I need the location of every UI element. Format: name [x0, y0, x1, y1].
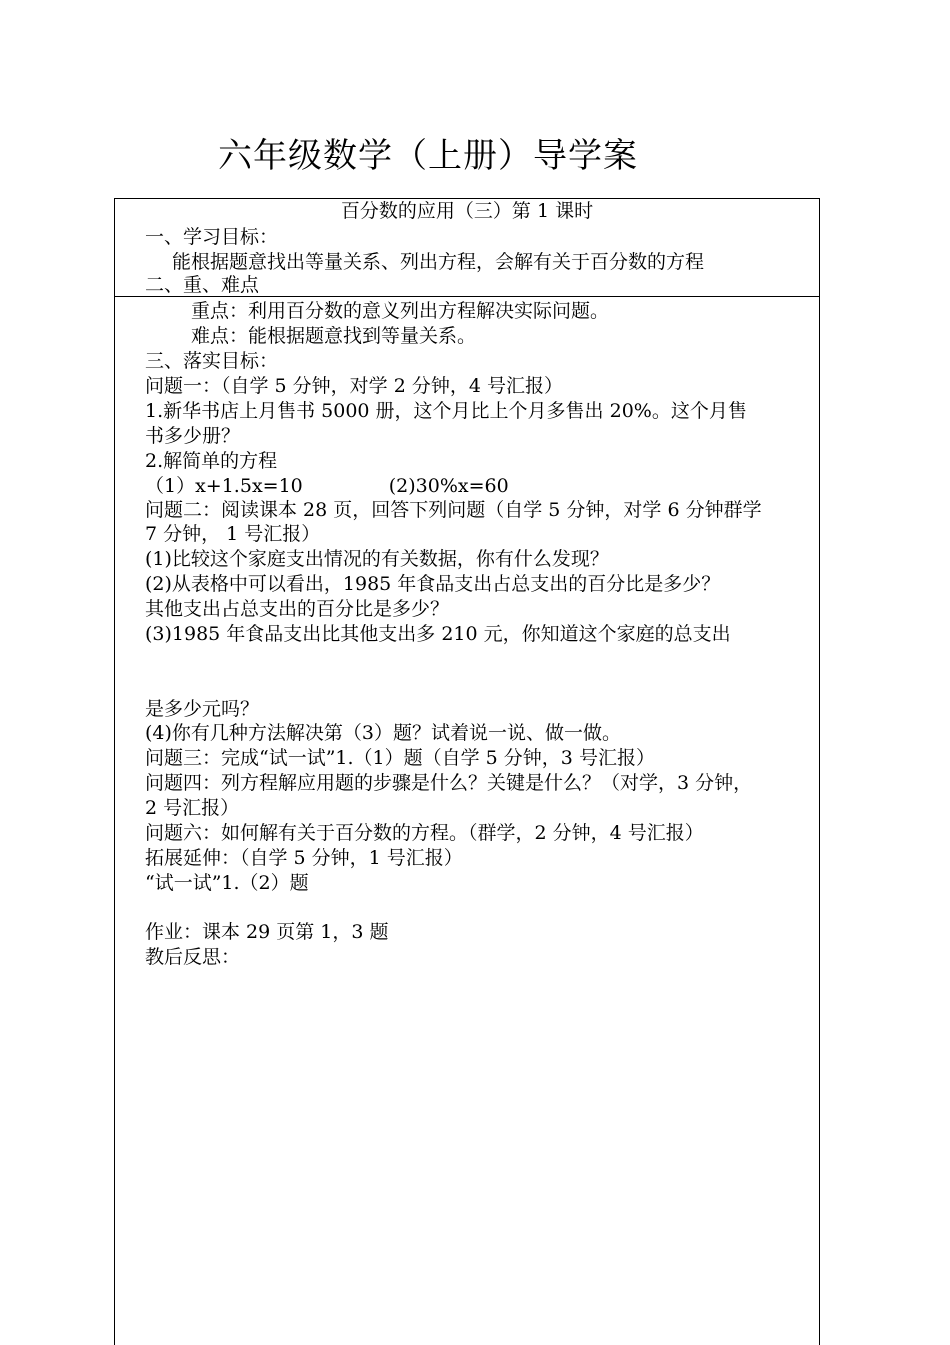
extension-heading: 拓展延伸：（自学 5 分钟，1 号汇报）	[145, 847, 463, 869]
lesson-title: 百分数的应用（三）第 1 课时	[340, 200, 594, 222]
question-one-item-2: 2.解简单的方程	[145, 450, 278, 472]
section-keypoints-heading: 二、重、难点	[145, 274, 260, 296]
key-point: 重点：利用百分数的意义列出方程解决实际问题。	[191, 300, 610, 322]
question-four: 问题四：列方程解应用题的步骤是什么？关键是什么？（对学，3 分钟，	[145, 772, 753, 794]
homework: 作业：课本 29 页第 1，3 题	[145, 921, 389, 943]
equation-2: (2)30%x=60	[388, 475, 509, 497]
question-two-item-4: (4)你有几种方法解决第（3）题？试着说一说、做一做。	[145, 722, 622, 744]
goal-text: 能根据题意找出等量关系、列出方程，会解有关于百分数的方程	[172, 251, 705, 273]
document-title: 六年级数学（上册）导学案	[218, 136, 638, 176]
question-one-item-1-cont: 书多少册？	[145, 425, 241, 447]
section-goals-heading: 一、学习目标：	[145, 226, 279, 248]
question-two-heading-cont: 7 分钟， 1 号汇报）	[145, 523, 321, 545]
question-two-item-3-cont: 是多少元吗？	[145, 698, 260, 720]
question-two-item-1: (1)比较这个家庭支出情况的有关数据，你有什么发现？	[145, 548, 609, 570]
question-six: 问题六：如何解有关于百分数的方程。（群学，2 分钟，4 号汇报）	[145, 822, 704, 844]
question-one-heading: 问题一：（自学 5 分钟，对学 2 分钟，4 号汇报）	[145, 375, 563, 397]
question-two-item-2: (2)从表格中可以看出，1985 年食品支出占总支出的百分比是多少？	[145, 573, 721, 595]
question-two-item-3: (3)1985 年食品支出比其他支出多 210 元，你知道这个家庭的总支出	[145, 623, 731, 645]
equations-line	[145, 474, 509, 498]
question-two-item-2-cont: 其他支出占总支出的百分比是多少？	[145, 598, 450, 620]
difficult-point: 难点：能根据题意找到等量关系。	[191, 325, 477, 347]
equation-1: （1）x+1.5x=10	[145, 475, 303, 497]
question-three: 问题三：完成“试一试”1.（1）题（自学 5 分钟，3 号汇报）	[145, 747, 655, 769]
question-four-cont: 2 号汇报）	[145, 797, 240, 819]
section-practice-heading: 三、落实目标：	[145, 350, 279, 372]
extension-item: “试一试”1.（2）题	[145, 872, 309, 894]
question-two-heading: 问题二：阅读课本 28 页，回答下列问题（自学 5 分钟，对学 6 分钟群学	[145, 499, 762, 521]
question-one-item-1: 1.新华书店上月售书 5000 册，这个月比上个月多售出 20%。这个月售	[145, 400, 747, 422]
teaching-reflection: 教后反思：	[145, 946, 241, 968]
